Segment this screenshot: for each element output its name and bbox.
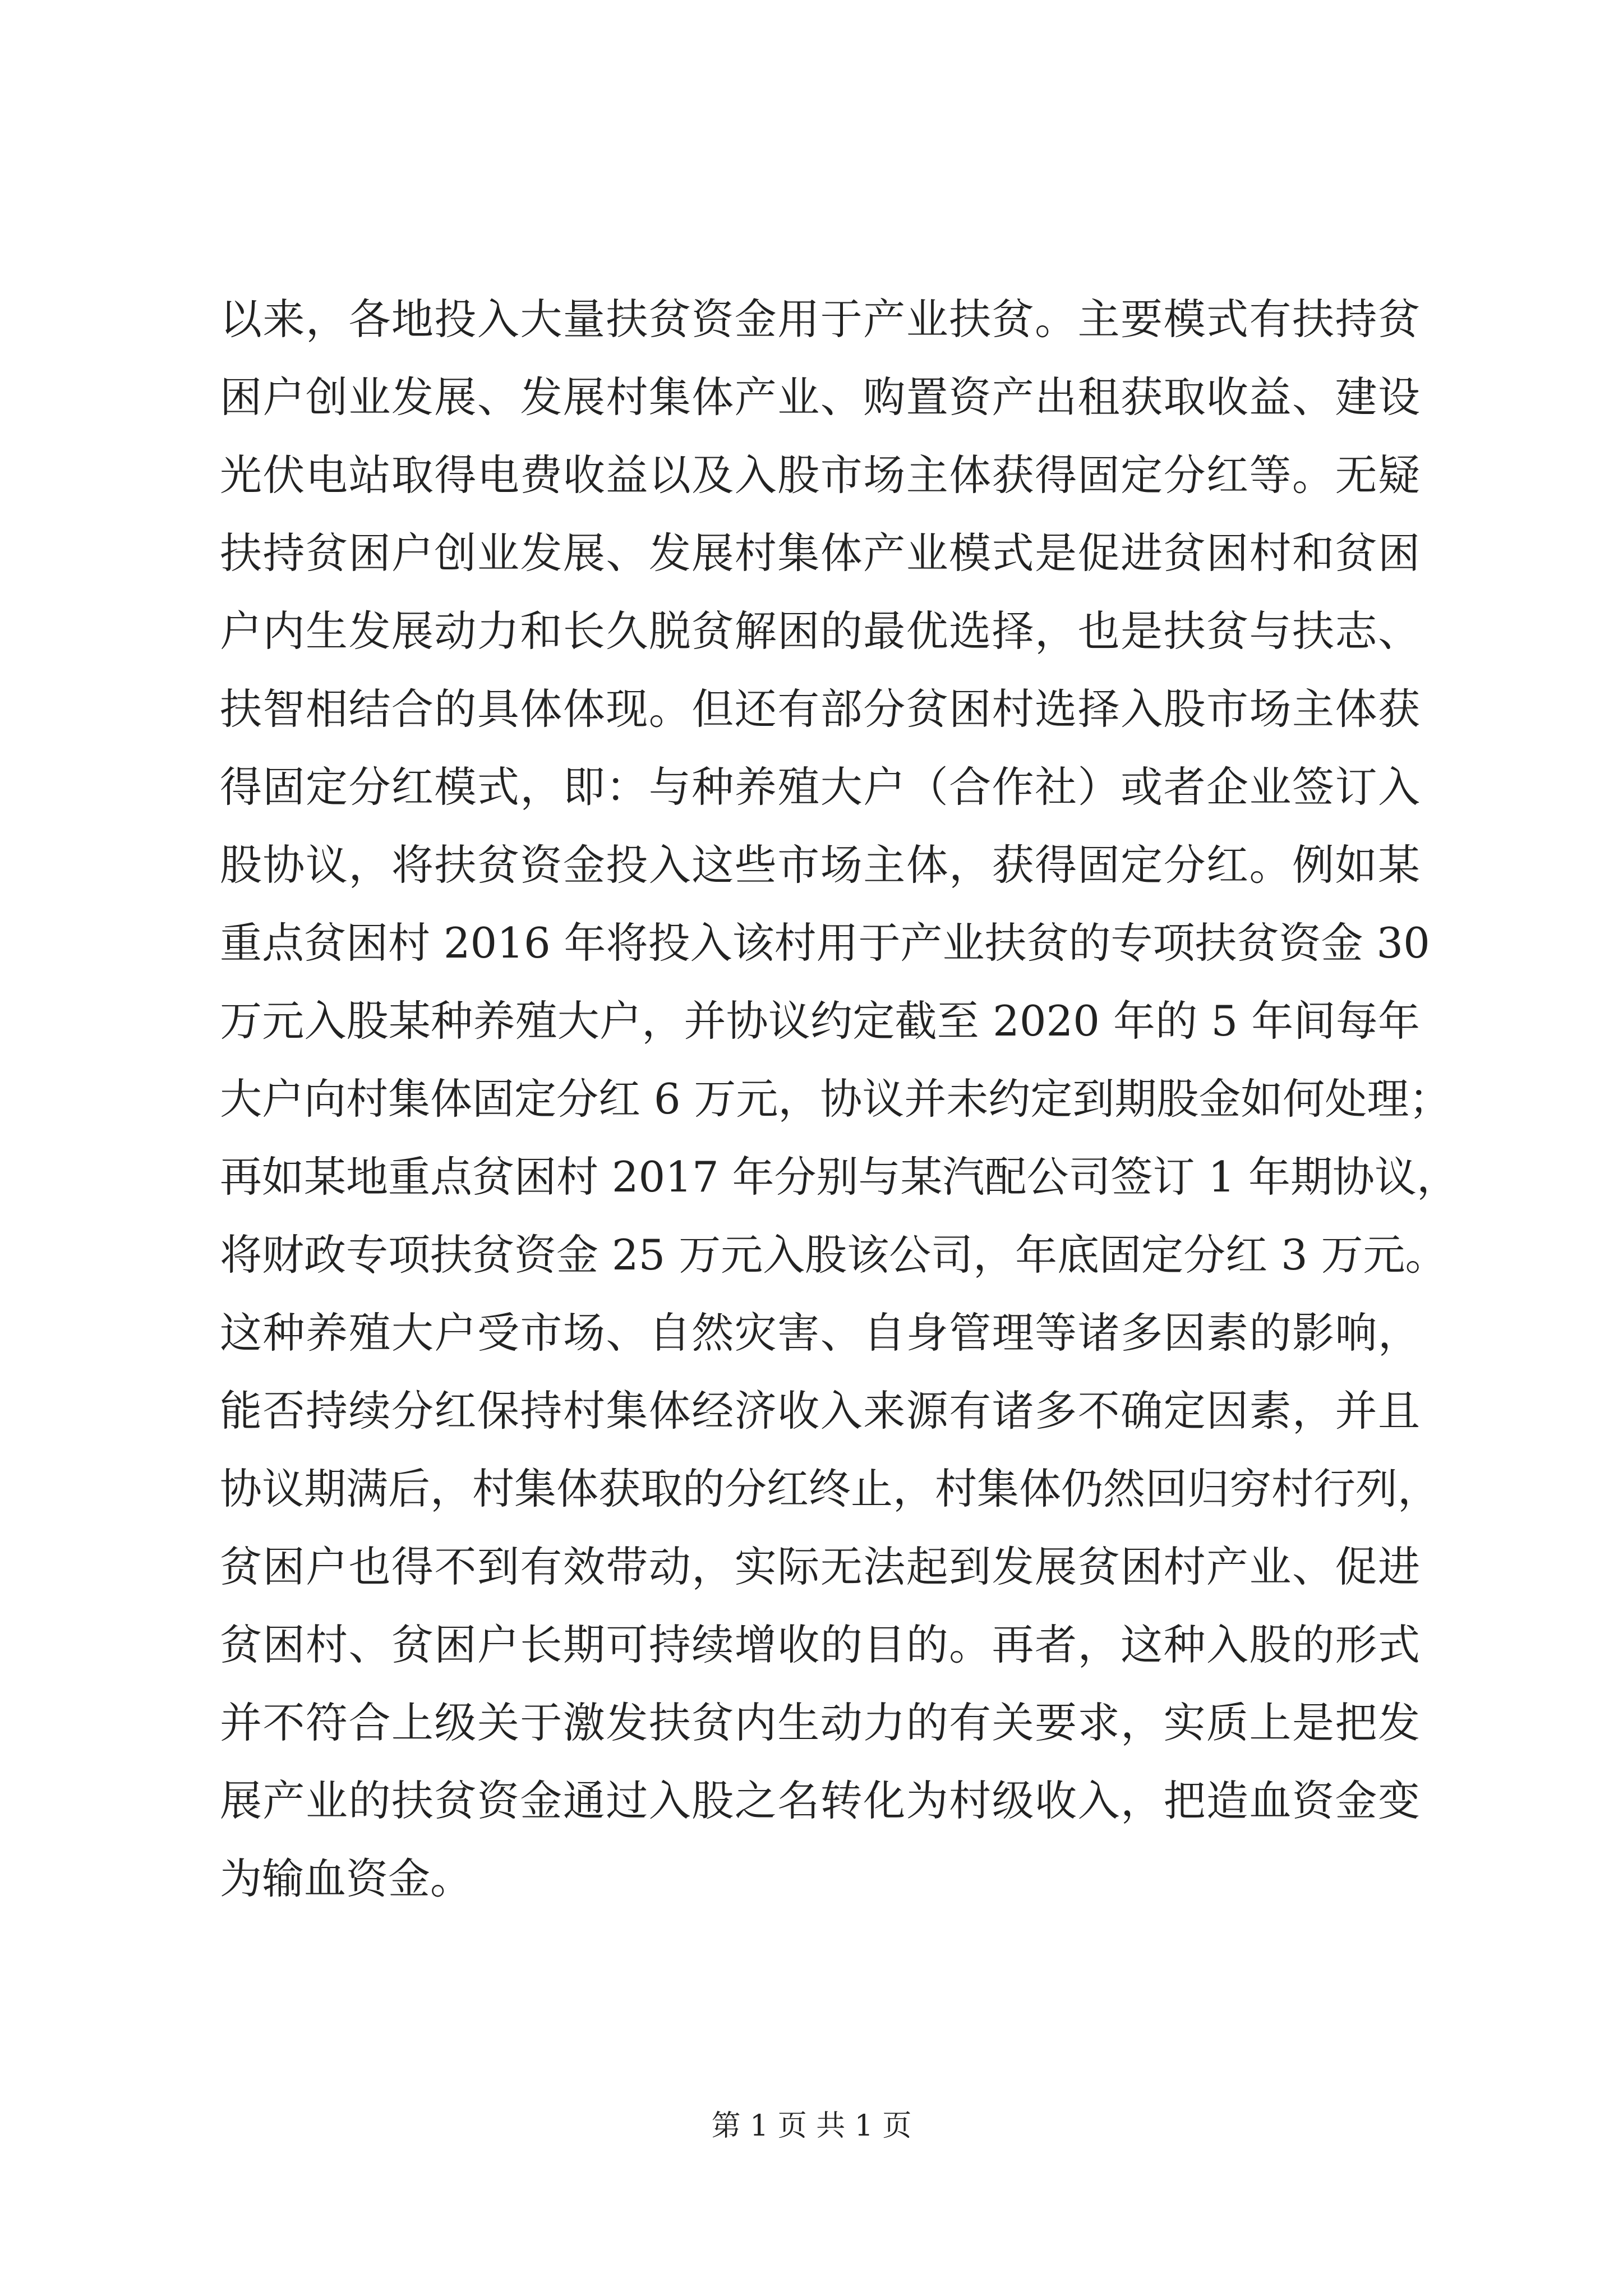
text-line: 再如某地重点贫困村 2017 年分别与某汽配公司签订 1 年期协议， xyxy=(220,1152,1459,1202)
text-line: 为输血资金。 xyxy=(220,1854,473,1903)
text-line: 并不符合上级关于激发扶贫内生动力的有关要求，实质上是把发 xyxy=(220,1698,1420,1747)
text-line: 光伏电站取得电费收益以及入股市场主体获得固定分红等。无疑 xyxy=(220,450,1420,500)
page-footer: 第 1 页 共 1 页 xyxy=(711,2109,912,2143)
text-line: 贫困村、贫困户长期可持续增收的目的。再者，这种入股的形式 xyxy=(220,1620,1420,1669)
text-line: 大户向村集体固定分红 6 万元，协议并未约定到期股金如何处理； xyxy=(220,1074,1451,1124)
text-line: 扶持贫困户创业发展、发展村集体产业模式是促进贫困村和贫困 xyxy=(220,528,1420,578)
text-line: 户内生发展动力和长久脱贫解困的最优选择，也是扶贫与扶志、 xyxy=(220,606,1420,656)
text-line: 这种养殖大户受市场、自然灾害、自身管理等诸多因素的影响， xyxy=(220,1308,1420,1358)
text-line: 能否持续分红保持村集体经济收入来源有诸多不确定因素，并且 xyxy=(220,1386,1420,1435)
body-paragraph xyxy=(220,280,1459,1918)
text-line: 扶智相结合的具体体现。但还有部分贫困村选择入股市场主体获 xyxy=(220,684,1420,734)
text-line: 重点贫困村 2016 年将投入该村用于产业扶贫的专项扶贫资金 30 xyxy=(220,918,1430,968)
text-line: 困户创业发展、发展村集体产业、购置资产出租获取收益、建设 xyxy=(220,372,1420,422)
text-line: 股协议，将扶贫资金投入这些市场主体，获得固定分红。例如某 xyxy=(220,840,1420,890)
text-line: 得固定分红模式，即：与种养殖大户（合作社）或者企业签订入 xyxy=(220,762,1420,812)
text-line: 协议期满后，村集体获取的分红终止，村集体仍然回归穷村行列， xyxy=(220,1464,1440,1513)
text-line: 将财政专项扶贫资金 25 万元入股该公司，年底固定分红 3 万元。 xyxy=(220,1230,1447,1280)
text-line: 展产业的扶贫资金通过入股之名转化为村级收入，把造血资金变 xyxy=(220,1776,1420,1825)
text-line: 贫困户也得不到有效带动，实际无法起到发展贫困村产业、促进 xyxy=(220,1542,1420,1591)
text-line: 以来，各地投入大量扶贫资金用于产业扶贫。主要模式有扶持贫 xyxy=(220,295,1420,344)
text-line: 万元入股某种养殖大户，并协议约定截至 2020 年的 5 年间每年 xyxy=(220,996,1420,1046)
